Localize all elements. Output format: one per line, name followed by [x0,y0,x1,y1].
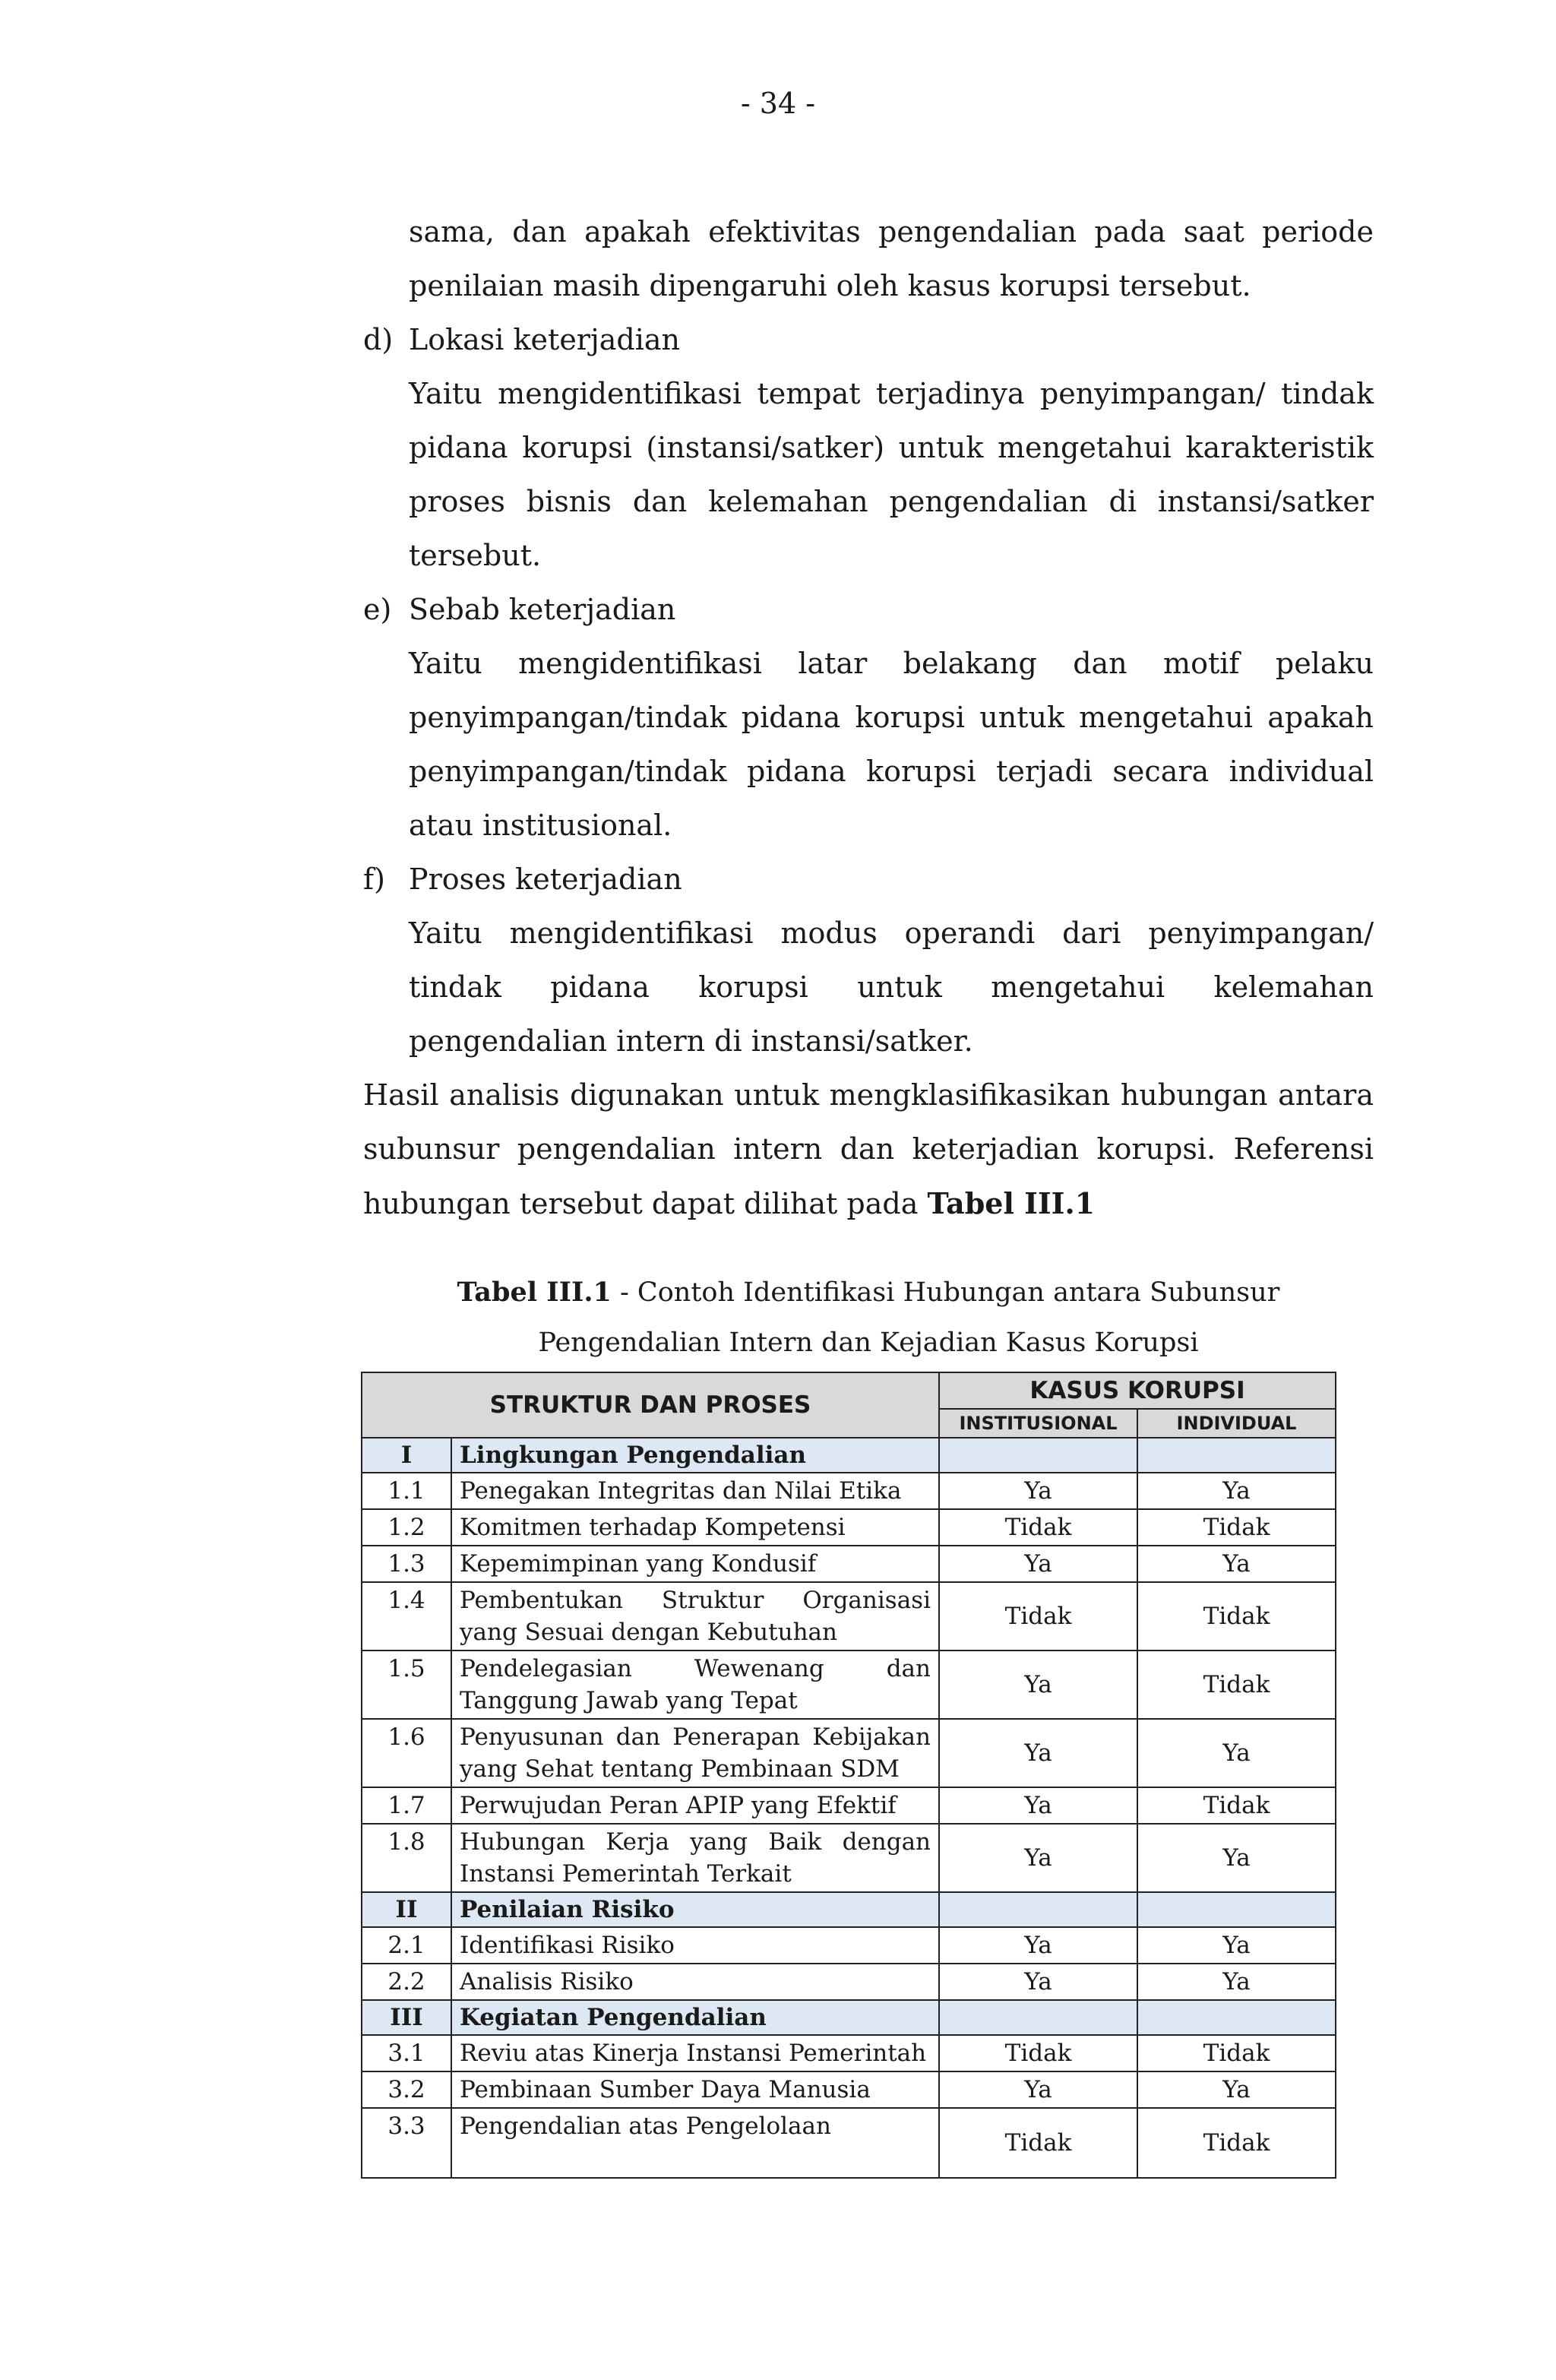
row-description: Pembinaan Sumber Daya Manusia [451,2071,939,2108]
item-f-text: Yaitu mengidentifikasi modus operandi dari penyimpangan/ tindak pidana korupsi untuk mengetahui kelemahan pengendalian intern di instansi/satker. [409,916,1374,1058]
table-caption [363,1268,1374,1368]
table-row [362,1892,1336,1927]
table-row [362,1509,1336,1546]
item-f-title: Proses keterjadian [409,862,682,896]
row-description: Reviu atas Kinerja Instansi Pemerintah [451,2035,939,2071]
corruption-table [361,1372,1336,2179]
row-number: 1.5 [362,1650,451,1719]
row-individual: Ya [1137,2071,1336,2108]
table-row [362,2071,1336,2108]
table-row [362,1473,1336,1509]
row-number: 1.8 [362,1824,451,1892]
row-individual: Tidak [1137,1582,1336,1650]
row-description: Analisis Risiko [451,1964,939,2000]
row-description: Penegakan Integritas dan Nilai Etika [451,1473,939,1509]
row-number: I [362,1438,451,1473]
row-number: 1.7 [362,1787,451,1824]
caption-line1: - Contoh Identifikasi Hubungan antara Subunsur [611,1277,1280,1308]
row-individual: Tidak [1137,2108,1336,2178]
row-institusional: Tidak [939,2035,1137,2071]
header-individual: INDIVIDUAL [1137,1409,1336,1438]
row-description: Pengendalian atas Pengelolaan [451,2108,939,2178]
row-number: 1.1 [362,1473,451,1509]
row-number: 2.2 [362,1964,451,2000]
table-reference: Tabel III.1 [927,1186,1096,1220]
row-number: 3.1 [362,2035,451,2071]
item-f [363,853,1374,907]
item-e-title: Sebab keterjadian [409,593,676,626]
page-number: - 34 - [740,87,816,120]
row-institusional: Ya [939,1787,1137,1824]
closing-paragraph [363,1068,1374,1231]
row-institusional: Ya [939,1546,1137,1582]
row-institusional: Tidak [939,1582,1137,1650]
item-e-marker: e) [363,593,392,626]
closing-text: Hasil analisis digunakan untuk mengklasifikasikan hubungan antara subunsur pengendalian intern dan keterjadian korupsi. Referensi hubungan tersebut dapat dilihat pada [363,1078,1374,1220]
row-individual [1137,1438,1336,1473]
row-number: 3.2 [362,2071,451,2108]
caption-label: Tabel III.1 [457,1277,612,1308]
row-individual: Tidak [1137,1509,1336,1546]
header-institusional: INSTITUSIONAL [939,1409,1137,1438]
row-description: Lingkungan Pengendalian [451,1438,939,1473]
row-description: Penyusunan dan Penerapan Kebijakan yang Sehat tentang Pembinaan SDM [451,1719,939,1787]
table-row [362,1650,1336,1719]
row-individual: Tidak [1137,2035,1336,2071]
table-row [362,1964,1336,2000]
row-number: 1.3 [362,1546,451,1582]
row-institusional [939,1892,1137,1927]
item-e [363,583,1374,637]
row-number: 1.4 [362,1582,451,1650]
row-number: 3.3 [362,2108,451,2178]
row-individual: Ya [1137,1546,1336,1582]
table-row [362,2108,1336,2178]
table-row [362,1927,1336,1964]
row-institusional: Tidak [939,1509,1137,1546]
item-f-marker: f) [363,862,385,896]
paragraph-continuation: sama, dan apakah efektivitas pengendalian pada saat periode penilaian masih dipengaruhi oleh kasus korupsi tersebut. [409,215,1374,302]
row-individual: Ya [1137,1927,1336,1964]
row-institusional: Tidak [939,2108,1137,2178]
table-row [362,1582,1336,1650]
header-kasus: KASUS KORUPSI [939,1372,1336,1409]
row-individual: Ya [1137,1473,1336,1509]
row-description: Kegiatan Pengendalian [451,2000,939,2035]
row-individual: Tidak [1137,1787,1336,1824]
row-individual: Ya [1137,1719,1336,1787]
row-description: Hubungan Kerja yang Baik dengan Instansi Pemerintah Terkait [451,1824,939,1892]
table-body [362,1438,1336,2178]
body-text [363,205,1374,1231]
row-institusional: Ya [939,1964,1137,2000]
table-row [362,1824,1336,1892]
row-institusional: Ya [939,1650,1137,1719]
row-individual: Ya [1137,1964,1336,2000]
row-number: 2.1 [362,1927,451,1964]
item-d-marker: d) [363,323,394,356]
table-row [362,1546,1336,1582]
row-number: 1.2 [362,1509,451,1546]
row-number: III [362,2000,451,2035]
row-institusional: Ya [939,1719,1137,1787]
row-individual: Ya [1137,1824,1336,1892]
row-description: Pembentukan Struktur Organisasi yang Sesuai dengan Kebutuhan [451,1582,939,1650]
row-individual [1137,2000,1336,2035]
row-institusional [939,1438,1137,1473]
item-d-text: Yaitu mengidentifikasi tempat terjadinya penyimpangan/ tindak pidana korupsi (instansi/satker) untuk mengetahui karakteristik proses bisnis dan kelemahan pengendalian di instansi/satker tersebut. [409,377,1374,572]
row-institusional: Ya [939,1824,1137,1892]
header-struktur: STRUKTUR DAN PROSES [362,1372,939,1438]
row-description: Identifikasi Risiko [451,1927,939,1964]
row-institusional: Ya [939,1473,1137,1509]
row-individual [1137,1892,1336,1927]
item-e-text: Yaitu mengidentifikasi latar belakang dan motif pelaku penyimpangan/tindak pidana korupsi untuk mengetahui apakah penyimpangan/tindak pidana korupsi terjadi secara individual atau institusional. [409,647,1374,842]
item-d-title: Lokasi keterjadian [409,323,681,356]
row-description: Komitmen terhadap Kompetensi [451,1509,939,1546]
row-description: Perwujudan Peran APIP yang Efektif [451,1787,939,1824]
item-d [363,313,1374,367]
row-description: Penilaian Risiko [451,1892,939,1927]
row-number: 1.6 [362,1719,451,1787]
table-row [362,1719,1336,1787]
table-row [362,2035,1336,2071]
row-description: Pendelegasian Wewenang dan Tanggung Jawab yang Tepat [451,1650,939,1719]
row-description: Kepemimpinan yang Kondusif [451,1546,939,1582]
table-row [362,2000,1336,2035]
table-row [362,1438,1336,1473]
row-institusional: Ya [939,1927,1137,1964]
table-row [362,1787,1336,1824]
row-institusional [939,2000,1137,2035]
row-institusional: Ya [939,2071,1137,2108]
caption-line2: Pengendalian Intern dan Kejadian Kasus Korupsi [538,1328,1199,1358]
row-number: II [362,1892,451,1927]
row-individual: Tidak [1137,1650,1336,1719]
